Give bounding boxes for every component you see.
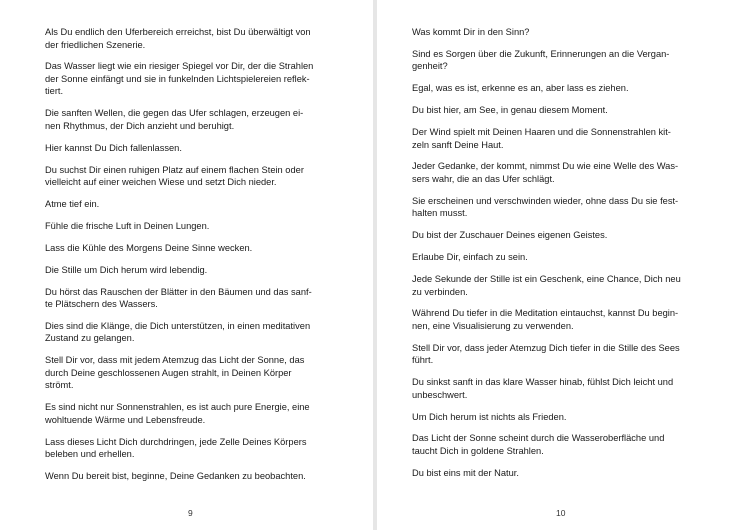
left-page-text	[45, 26, 338, 492]
paragraph: Um Dich herum ist nichts als Frieden.	[412, 411, 567, 422]
page-number-left: 9	[188, 508, 193, 518]
paragraph: Wenn Du bereit bist, beginne, Deine Gedanken zu beobachten.	[45, 470, 306, 481]
paragraph: Die Stille um Dich herum wird lebendig.	[45, 264, 208, 275]
paragraph: Fühle die frische Luft in Deinen Lungen.	[45, 220, 210, 231]
paragraph: Der Wind spielt mit Deinen Haaren und die Sonnenstrahlen kit- zeln sanft Deine Haut.	[412, 127, 671, 150]
paragraph: Du hörst das Rauschen der Blätter in den Bäumen und das sanf- te Plätschern des Wassers.	[45, 286, 312, 310]
paragraph: Stell Dir vor, dass jeder Atemzug Dich tiefer in die Stille des Sees führt.	[412, 342, 680, 366]
paragraph: Lass dieses Licht Dich durchdringen, jede Zelle Deines Körpers beleben und erhellen.	[45, 436, 307, 460]
right-page-text	[412, 26, 709, 489]
paragraph: Stell Dir vor, dass mit jedem Atemzug das Licht der Sonne, das durch Deine geschlossenen Augen strahlt, in Deinen Körper strömt.	[45, 355, 305, 391]
paragraph: Erlaube Dir, einfach zu sein.	[412, 252, 528, 263]
paragraph: Während Du tiefer in die Meditation eintauchst, kannst Du begin- nen, eine Visualisierung zu verwenden.	[412, 308, 679, 331]
page-number-right: 10	[556, 508, 566, 518]
paragraph: Egal, was es ist, erkenne es an, aber lass es ziehen.	[412, 83, 629, 94]
paragraph: Lass die Kühle des Morgens Deine Sinne wecken.	[45, 242, 253, 253]
paragraph: Das Wasser liegt wie ein riesiger Spiegel vor Dir, der die Strahlen der Sonne einfängt und sie in funkelnden Lichtspielereien reflek- tiert.	[45, 61, 314, 97]
paragraph: Als Du endlich den Uferbereich erreichst, bist Du überwältigt von der friedlichen Szenerie.	[45, 27, 311, 50]
paragraph: Atme tief ein.	[45, 198, 100, 209]
paragraph: Hier kannst Du Dich fallenlassen.	[45, 142, 182, 153]
page-right	[377, 0, 750, 530]
paragraph: Du bist eins mit der Natur.	[412, 467, 519, 478]
paragraph: Du bist der Zuschauer Deines eigenen Geistes.	[412, 230, 608, 241]
paragraph: Du sinkst sanft in das klare Wasser hinab, fühlst Dich leicht und unbeschwert.	[412, 377, 674, 400]
paragraph: Sie erscheinen und verschwinden wieder, ohne dass Du sie fest- halten musst.	[412, 195, 679, 219]
paragraph: Sind es Sorgen über die Zukunft, Erinnerungen an die Vergan- genheit?	[412, 48, 670, 72]
paragraph: Jeder Gedanke, der kommt, nimmst Du wie eine Welle des Was- sers wahr, die an das Ufer schlägt.	[412, 161, 679, 184]
paragraph: Jede Sekunde der Stille ist ein Geschenk, eine Chance, Dich neu zu verbinden.	[412, 274, 681, 297]
paragraph: Was kommt Dir in den Sinn?	[412, 27, 530, 37]
paragraph: Du bist hier, am See, in genau diesem Moment.	[412, 105, 608, 116]
paragraph: Es sind nicht nur Sonnenstrahlen, es ist auch pure Energie, eine wohltuende Wärme und Lebensfreude.	[45, 402, 310, 425]
paragraph: Dies sind die Klänge, die Dich unterstützen, in einen meditativen Zustand zu gelangen.	[45, 320, 311, 344]
page-left	[0, 0, 373, 530]
paragraph: Du suchst Dir einen ruhigen Platz auf einem flachen Stein oder vielleicht auf einer weichen Wiese und setzt Dich nieder.	[45, 164, 304, 188]
paragraph: Das Licht der Sonne scheint durch die Wasseroberfläche und taucht Dich in goldene Strahlen.	[412, 433, 665, 456]
paragraph: Die sanften Wellen, die gegen das Ufer schlagen, erzeugen ei- nen Rhythmus, der Dich anzieht und beruhigt.	[45, 108, 304, 131]
